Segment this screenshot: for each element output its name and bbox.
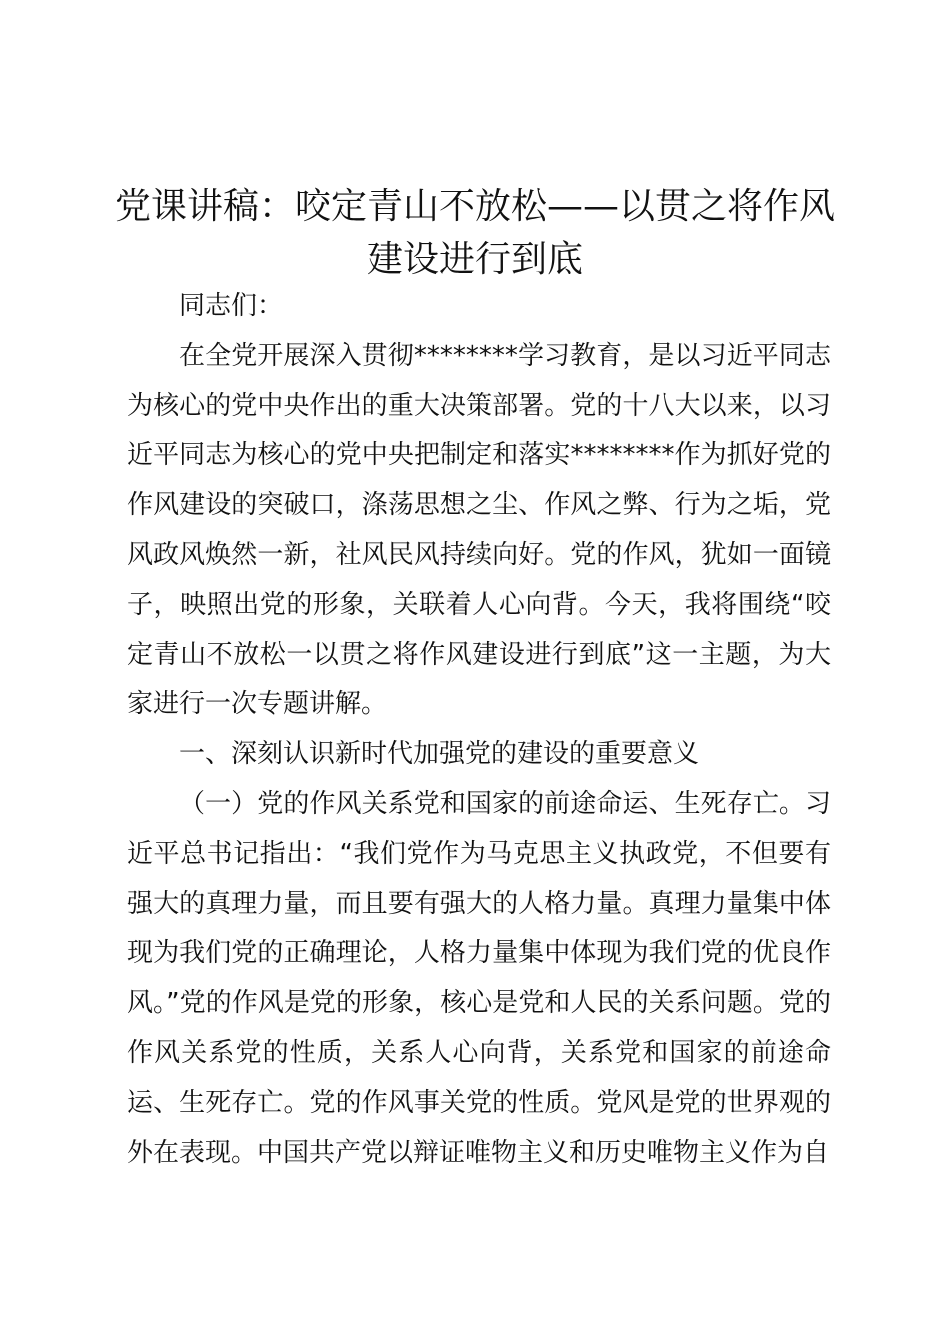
intro-paragraph: 在全党开展深入贯彻********学习教育，是以习近平同志为核心的党中央作出的重大决策部署。党的十八大以来，以习近平同志为核心的党中央把制定和落实********作为抓好党的作风建设的突破口，涤荡思想之尘、作风之弊、行为之垢，党风政风焕然一新，社风民风持续向好。党的作风，犹如一面镜子，映照出党的形象，关联着人心向背。今天，我将围绕“咬定青山不放松一以贯之将作风建设进行到底”这一主题，为大家进行一次专题讲解。 <box>127 340 831 720</box>
document-body <box>127 282 831 1178</box>
subsection-paragraph: （一）党的作风关系党和国家的前途命运、生死存亡。习近平总书记指出：“我们党作为马克思主义执政党，不但要有强大的真理力量，而且要有强大的人格力量。真理力量集中体现为我们党的正确理论，人格力量集中体现为我们党的优良作风。”党的作风是党的形象，核心是党和人民的关系问题。党的作风关系党的性质，关系人心向背，关系党和国家的前途命运、生死存亡。党的作风事关党的性质。党风是党的世界观的外在表现。中国共产党以辩证唯物主义和历史唯物主义作为自 <box>127 788 831 1168</box>
section-heading: 一、深刻认识新时代加强党的建设的重要意义 <box>179 739 700 770</box>
document-title: 党课讲稿：咬定青山不放松——以贯之将作风建设进行到底 <box>114 186 835 280</box>
salutation-paragraph: 同志们： <box>179 291 284 321</box>
